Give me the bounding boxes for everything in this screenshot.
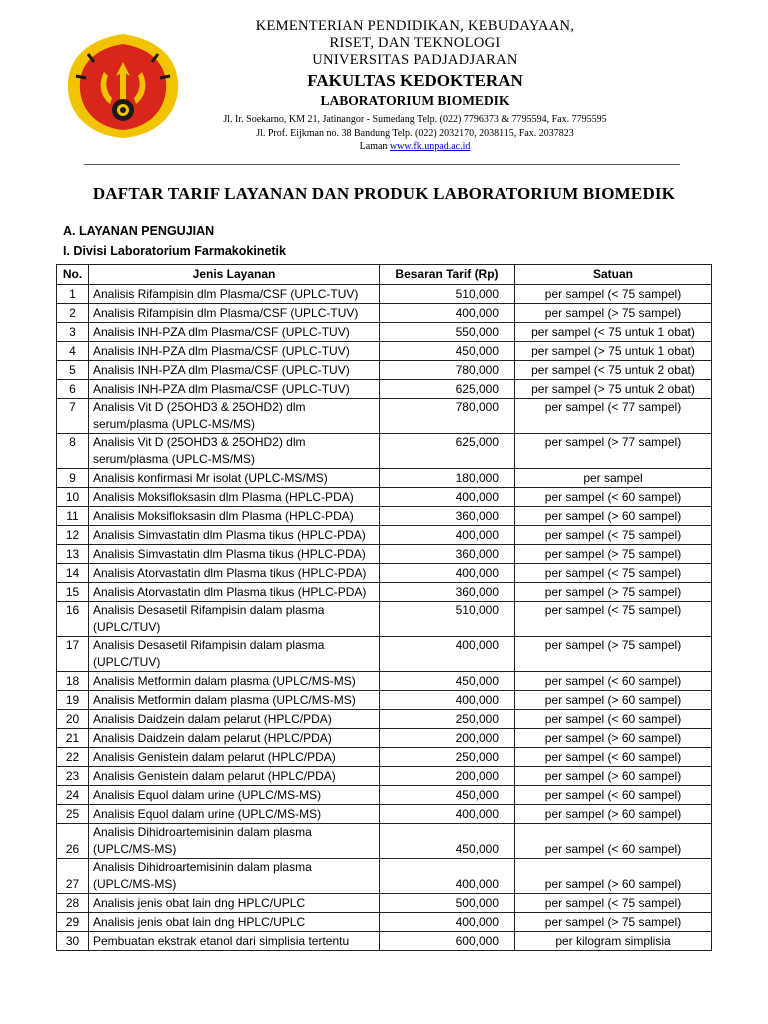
website-line — [195, 140, 635, 154]
cell-satuan: per sampel (< 60 sampel) — [515, 672, 712, 691]
table-row — [57, 285, 712, 304]
table-row — [57, 894, 712, 913]
section-heading-i: I. Divisi Laboratorium Farmakokinetik — [63, 244, 286, 258]
cell-tarif: 180,000 — [380, 469, 515, 488]
cell-satuan: per sampel (> 75 sampel) — [515, 583, 712, 602]
cell-no: 28 — [57, 894, 89, 913]
table-row — [57, 545, 712, 564]
cell-jenis: Analisis Metformin dalam plasma (UPLC/MS-MS) — [89, 691, 380, 710]
table-row — [57, 583, 712, 602]
cell-tarif: 250,000 — [380, 748, 515, 767]
col-header-no: No. — [57, 265, 89, 285]
table-row — [57, 564, 712, 583]
letterhead — [0, 0, 768, 170]
cell-satuan: per sampel (< 60 sampel) — [515, 710, 712, 729]
cell-jenis: Analisis INH-PZA dlm Plasma/CSF (UPLC-TUV) — [89, 323, 380, 342]
cell-no: 8 — [57, 434, 89, 469]
cell-satuan: per kilogram simplisia — [515, 932, 712, 951]
cell-no: 29 — [57, 913, 89, 932]
cell-jenis: Analisis Desasetil Rifampisin dalam plasma (UPLC/TUV) — [89, 602, 380, 637]
table-row — [57, 748, 712, 767]
cell-no: 1 — [57, 285, 89, 304]
cell-satuan: per sampel (< 75 sampel) — [515, 564, 712, 583]
table-row — [57, 526, 712, 545]
cell-satuan: per sampel (> 60 sampel) — [515, 691, 712, 710]
cell-satuan: per sampel (> 75 sampel) — [515, 304, 712, 323]
table-row — [57, 361, 712, 380]
table-row — [57, 602, 712, 637]
cell-satuan: per sampel (< 75 sampel) — [515, 894, 712, 913]
table-row — [57, 469, 712, 488]
ministry-line-2: RISET, DAN TEKNOLOGI — [329, 35, 501, 51]
cell-no: 27 — [57, 859, 89, 894]
cell-jenis: Analisis jenis obat lain dng HPLC/UPLC — [89, 894, 380, 913]
cell-tarif: 400,000 — [380, 526, 515, 545]
cell-jenis: Analisis Genistein dalam pelarut (HPLC/PDA) — [89, 767, 380, 786]
cell-no: 25 — [57, 805, 89, 824]
cell-no: 7 — [57, 399, 89, 434]
cell-satuan: per sampel (> 60 sampel) — [515, 507, 712, 526]
cell-tarif: 550,000 — [380, 323, 515, 342]
cell-jenis: Analisis Desasetil Rifampisin dalam plasma (UPLC/TUV) — [89, 637, 380, 672]
website-label: Laman — [359, 141, 388, 152]
cell-tarif: 450,000 — [380, 342, 515, 361]
table-row — [57, 507, 712, 526]
cell-jenis: Analisis Dihidroartemisinin dalam plasma (UPLC/MS-MS) — [89, 859, 380, 894]
table-row — [57, 342, 712, 361]
cell-satuan: per sampel (< 60 sampel) — [515, 748, 712, 767]
col-header-satuan: Satuan — [515, 265, 712, 285]
faculty-name: FAKULTAS KEDOKTERAN — [307, 71, 523, 90]
cell-tarif: 360,000 — [380, 545, 515, 564]
cell-satuan: per sampel (> 75 sampel) — [515, 545, 712, 564]
cell-tarif: 250,000 — [380, 710, 515, 729]
cell-jenis: Analisis Equol dalam urine (UPLC/MS-MS) — [89, 805, 380, 824]
cell-no: 3 — [57, 323, 89, 342]
cell-no: 14 — [57, 564, 89, 583]
table-row — [57, 913, 712, 932]
cell-satuan: per sampel (> 75 untuk 2 obat) — [515, 380, 712, 399]
cell-satuan: per sampel — [515, 469, 712, 488]
cell-tarif: 780,000 — [380, 399, 515, 434]
cell-satuan: per sampel (< 75 sampel) — [515, 602, 712, 637]
cell-tarif: 400,000 — [380, 805, 515, 824]
cell-satuan: per sampel (< 77 sampel) — [515, 399, 712, 434]
table-header-row — [57, 265, 712, 285]
cell-no: 12 — [57, 526, 89, 545]
cell-tarif: 510,000 — [380, 285, 515, 304]
col-header-jenis: Jenis Layanan — [89, 265, 380, 285]
cell-jenis: Analisis INH-PZA dlm Plasma/CSF (UPLC-TUV) — [89, 361, 380, 380]
cell-satuan: per sampel (< 75 sampel) — [515, 285, 712, 304]
cell-tarif: 200,000 — [380, 767, 515, 786]
cell-no: 15 — [57, 583, 89, 602]
cell-no: 11 — [57, 507, 89, 526]
cell-no: 21 — [57, 729, 89, 748]
table-row — [57, 932, 712, 951]
address-line-2: Jl. Prof. Eijkman no. 38 Bandung Telp. (022) 2032170, 2038115, Fax. 2037823 — [256, 127, 574, 139]
table-row — [57, 859, 712, 894]
document-title: DAFTAR TARIF LAYANAN DAN PRODUK LABORATORIUM BIOMEDIK — [92, 184, 676, 203]
unpad-logo-icon — [64, 32, 182, 140]
table-row — [57, 380, 712, 399]
cell-no: 9 — [57, 469, 89, 488]
cell-no: 4 — [57, 342, 89, 361]
cell-jenis: Analisis jenis obat lain dng HPLC/UPLC — [89, 913, 380, 932]
cell-jenis: Analisis Rifampisin dlm Plasma/CSF (UPLC-TUV) — [89, 285, 380, 304]
table-row — [57, 805, 712, 824]
cell-jenis: Analisis INH-PZA dlm Plasma/CSF (UPLC-TUV) — [89, 380, 380, 399]
cell-jenis: Analisis Simvastatin dlm Plasma tikus (HPLC-PDA) — [89, 526, 380, 545]
cell-tarif: 360,000 — [380, 507, 515, 526]
cell-satuan: per sampel (< 60 sampel) — [515, 488, 712, 507]
cell-no: 17 — [57, 637, 89, 672]
cell-jenis: Analisis Atorvastatin dlm Plasma tikus (HPLC-PDA) — [89, 583, 380, 602]
ministry-line-1: KEMENTERIAN PENDIDIKAN, KEBUDAYAAN, — [255, 18, 575, 34]
table-row — [57, 637, 712, 672]
cell-satuan: per sampel (< 60 sampel) — [515, 786, 712, 805]
cell-no: 22 — [57, 748, 89, 767]
cell-satuan: per sampel (< 75 untuk 1 obat) — [515, 323, 712, 342]
cell-satuan: per sampel (< 60 sampel) — [515, 824, 712, 859]
cell-tarif: 360,000 — [380, 583, 515, 602]
cell-no: 30 — [57, 932, 89, 951]
cell-no: 18 — [57, 672, 89, 691]
cell-no: 10 — [57, 488, 89, 507]
table-row — [57, 434, 712, 469]
cell-jenis: Analisis Genistein dalam pelarut (HPLC/PDA) — [89, 748, 380, 767]
cell-no: 16 — [57, 602, 89, 637]
cell-satuan: per sampel (< 75 untuk 2 obat) — [515, 361, 712, 380]
cell-jenis: Analisis konfirmasi Mr isolat (UPLC-MS/MS) — [89, 469, 380, 488]
table-row — [57, 824, 712, 859]
cell-jenis: Analisis Daidzein dalam pelarut (HPLC/PDA) — [89, 710, 380, 729]
cell-satuan: per sampel (> 60 sampel) — [515, 767, 712, 786]
website-link[interactable]: www.fk.unpad.ac.id — [389, 141, 471, 152]
cell-no: 6 — [57, 380, 89, 399]
cell-jenis: Analisis Equol dalam urine (UPLC/MS-MS) — [89, 786, 380, 805]
university-name: UNIVERSITAS PADJADJARAN — [312, 52, 518, 68]
cell-jenis: Pembuatan ekstrak etanol dari simplisia tertentu — [89, 932, 380, 951]
cell-tarif: 200,000 — [380, 729, 515, 748]
cell-tarif: 450,000 — [380, 672, 515, 691]
cell-tarif: 400,000 — [380, 691, 515, 710]
cell-jenis: Analisis Vit D (25OHD3 & 25OHD2) dlm serum/plasma (UPLC-MS/MS) — [89, 399, 380, 434]
cell-tarif: 500,000 — [380, 894, 515, 913]
cell-jenis: Analisis Simvastatin dlm Plasma tikus (HPLC-PDA) — [89, 545, 380, 564]
table-row — [57, 488, 712, 507]
cell-no: 19 — [57, 691, 89, 710]
cell-tarif: 400,000 — [380, 488, 515, 507]
cell-jenis: Analisis Metformin dalam plasma (UPLC/MS-MS) — [89, 672, 380, 691]
table-body — [57, 285, 712, 951]
cell-tarif: 450,000 — [380, 786, 515, 805]
cell-satuan: per sampel (> 77 sampel) — [515, 434, 712, 469]
table-row — [57, 323, 712, 342]
cell-jenis: Analisis Vit D (25OHD3 & 25OHD2) dlm serum/plasma (UPLC-MS/MS) — [89, 434, 380, 469]
cell-tarif: 400,000 — [380, 304, 515, 323]
letterhead-divider — [84, 164, 680, 165]
cell-no: 2 — [57, 304, 89, 323]
cell-satuan: per sampel (> 75 sampel) — [515, 637, 712, 672]
cell-satuan: per sampel (> 60 sampel) — [515, 805, 712, 824]
cell-tarif: 400,000 — [380, 637, 515, 672]
cell-satuan: per sampel (> 60 sampel) — [515, 729, 712, 748]
cell-satuan: per sampel (> 75 untuk 1 obat) — [515, 342, 712, 361]
cell-no: 13 — [57, 545, 89, 564]
cell-jenis: Analisis INH-PZA dlm Plasma/CSF (UPLC-TUV) — [89, 342, 380, 361]
table-row — [57, 729, 712, 748]
cell-tarif: 625,000 — [380, 434, 515, 469]
cell-satuan: per sampel (< 75 sampel) — [515, 526, 712, 545]
cell-jenis: Analisis Moksifloksasin dlm Plasma (HPLC-PDA) — [89, 507, 380, 526]
table-row — [57, 786, 712, 805]
cell-satuan: per sampel (> 75 sampel) — [515, 913, 712, 932]
table-row — [57, 399, 712, 434]
cell-tarif: 400,000 — [380, 564, 515, 583]
section-heading-a: A. LAYANAN PENGUJIAN — [63, 224, 215, 238]
cell-no: 24 — [57, 786, 89, 805]
cell-tarif: 400,000 — [380, 913, 515, 932]
tariff-table — [56, 264, 712, 951]
cell-tarif: 600,000 — [380, 932, 515, 951]
table-row — [57, 304, 712, 323]
cell-jenis: Analisis Atorvastatin dlm Plasma tikus (HPLC-PDA) — [89, 564, 380, 583]
cell-no: 26 — [57, 824, 89, 859]
cell-satuan: per sampel (> 60 sampel) — [515, 859, 712, 894]
cell-no: 5 — [57, 361, 89, 380]
cell-jenis: Analisis Dihidroartemisinin dalam plasma (UPLC/MS-MS) — [89, 824, 380, 859]
table-row — [57, 672, 712, 691]
cell-jenis: Analisis Rifampisin dlm Plasma/CSF (UPLC-TUV) — [89, 304, 380, 323]
cell-jenis: Analisis Daidzein dalam pelarut (HPLC/PDA) — [89, 729, 380, 748]
address-line-1: Jl. Ir. Soekarno, KM 21, Jatinangor - Sumedang Telp. (022) 7796373 & 7795594, Fax. 7795595 — [223, 114, 607, 125]
cell-no: 23 — [57, 767, 89, 786]
cell-tarif: 510,000 — [380, 602, 515, 637]
table-row — [57, 710, 712, 729]
table-row — [57, 691, 712, 710]
cell-jenis: Analisis Moksifloksasin dlm Plasma (HPLC-PDA) — [89, 488, 380, 507]
cell-tarif: 450,000 — [380, 824, 515, 859]
cell-tarif: 780,000 — [380, 361, 515, 380]
cell-no: 20 — [57, 710, 89, 729]
col-header-tarif: Besaran Tarif (Rp) — [380, 265, 515, 285]
cell-tarif: 400,000 — [380, 859, 515, 894]
cell-tarif: 625,000 — [380, 380, 515, 399]
table-row — [57, 767, 712, 786]
lab-name: LABORATORIUM BIOMEDIK — [320, 93, 510, 108]
